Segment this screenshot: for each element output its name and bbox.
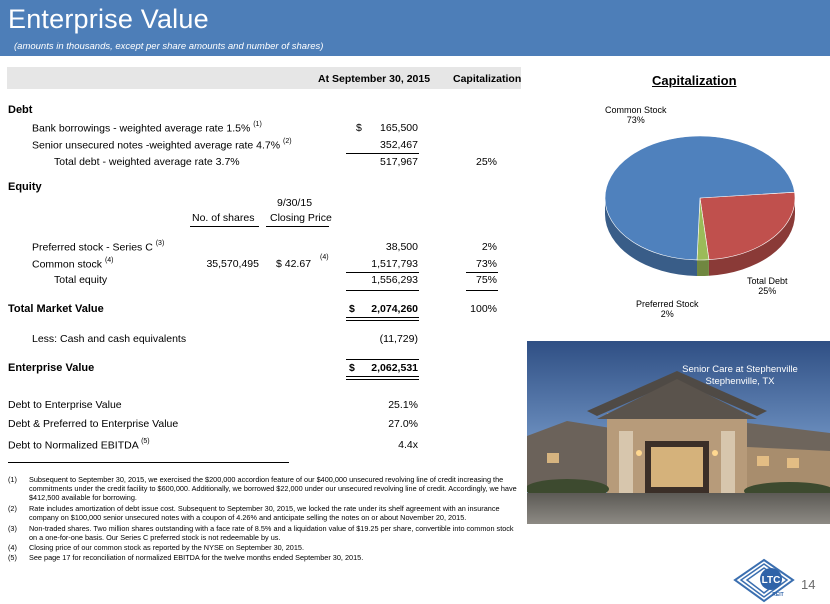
svg-text:REIT: REIT [772,592,784,598]
pie-slice [700,192,795,260]
total-debt-value: 517,967 [380,156,418,168]
pie-label-preferred: Preferred Stock 2% [636,299,699,319]
pie-label-debt: Total Debt 25% [747,276,788,296]
footnote-number: (3) [8,524,17,533]
ratio-label: Debt to Enterprise Value [8,399,122,411]
table-header-bar [7,67,521,89]
bank-borrowings-label: Bank borrowings - weighted average rate 1.5% $^{(1)}$ [32,121,262,135]
col-header-date: At September 30, 2015 [318,73,431,85]
preferred-stock-label: Preferred stock - Series C $^{(3)}$ [32,240,165,254]
footnote-number: (4) [8,543,17,552]
ltc-reit-logo [731,558,797,603]
cash-label: Less: Cash and cash equivalents [32,333,187,345]
total-equity-cap: 75% [475,274,497,286]
ev-label: Enterprise Value [8,362,95,374]
rule [346,272,419,273]
footnote-text: See page 17 for reconciliation of normalized EBITDA for the twelve months ended September 30, 2015. [29,553,364,562]
rule [346,379,419,380]
ratio-label: Debt & Preferred to Enterprise Value [8,418,179,430]
tmv-value: 2,074,260 [371,303,418,315]
col-price-line1: 9/30/15 [277,197,313,209]
rule [346,317,419,318]
ratio-value: 4.4x [398,439,418,451]
total-equity-label: Total equity [54,274,108,286]
preferred-stock-cap: 2% [481,241,497,253]
footnote-text: Closing price of our common stock as reported by the NYSE on September 30, 2015. [29,543,304,552]
tmv-cap: 100% [470,303,497,315]
total-equity-value: 1,556,293 [371,274,418,286]
page-number: 14 [801,577,816,592]
ratio-value: 27.0% [388,418,418,430]
col-price-line2: Closing Price [270,212,332,224]
footnote-rule [8,462,289,463]
ev-currency: $ [349,362,355,374]
chart-title: Capitalization [652,73,737,88]
cash-value: (11,729) [379,333,418,345]
footnote-number: (5) [8,553,17,562]
ratio-label: Debt to Normalized EBITDA $^{(5)}$ [8,438,150,452]
pie-slice-side [697,260,709,276]
debt-heading: Debt [8,104,33,116]
common-price: $ 42.67 [276,258,312,270]
bank-currency: $ [356,122,362,134]
common-shares: 35,570,495 [206,258,259,270]
col-header-cap: Capitalization [453,73,522,85]
rule [346,359,419,360]
rule [346,376,419,377]
rule [466,272,498,273]
rule [346,153,419,154]
footnote-text: Rate includes amortization of debt issue cost. Subsequent to September 30, 2015, we locked the rate under its shelf agreement with an insurance company on $100,000 senior unsecured notes with a coupon of 4.26% and anticipate selling the notes on or about November 20, 2015. [29,504,500,523]
equity-heading: Equity [8,181,42,193]
footnote-number: (2) [8,504,17,513]
col-shares: No. of shares [192,212,255,224]
senior-notes-value: 352,467 [380,139,418,151]
bank-value: 165,500 [380,122,418,134]
rule [190,226,259,227]
common-stock-value: 1,517,793 [371,258,418,270]
preferred-stock-value: 38,500 [385,241,418,253]
svg-text:LTC: LTC [761,575,781,586]
photo-caption: Senior Care at Stephenville Stephenville, TX [682,364,798,387]
total-debt-label: Total debt - weighted average rate 3.7% [54,156,240,168]
footnote-number: (1) [8,475,17,484]
footnote-text: Non-traded shares. Two million shares outstanding with a face rate of 8.5% and a liquidation value of $19.25 per share, convertible into common stock on a one-for-one basis. Our Series C preferred stock is not redeemable by us. [29,524,514,543]
tmv-label: Total Market Value [8,303,104,315]
rule [346,320,419,321]
rule [346,290,419,291]
rule [466,290,498,291]
common-stock-label: Common stock $^{(4)}$ [32,257,114,271]
tmv-currency: $ [349,303,355,315]
page-subtitle: (amounts in thousands, except per share amounts and number of shares) [14,41,324,52]
footnote-text: Subsequent to September 30, 2015, we exercised the $200,000 accordion feature of our $400,000 unsecured revolving line of credit increasing the commitments under the credit facility to $600,000. Additionally, we borrowed $22,000 under our unsecured revolving line of credit. Accordingly, we have $412,500 available for borrowing. [29,475,517,503]
ratio-value: 25.1% [388,399,418,411]
page-title: Enterprise Value [8,4,209,34]
senior-notes-label: Senior unsecured notes -weighted average rate 4.7% $^{(2)}$ [32,138,292,152]
pie-label-common: Common Stock 73% [605,105,667,125]
total-debt-cap: 25% [475,156,497,168]
rule [266,226,329,227]
ev-value: 2,062,531 [371,362,418,374]
common-price-note: (4) [320,254,329,261]
common-stock-cap: 73% [475,258,497,270]
